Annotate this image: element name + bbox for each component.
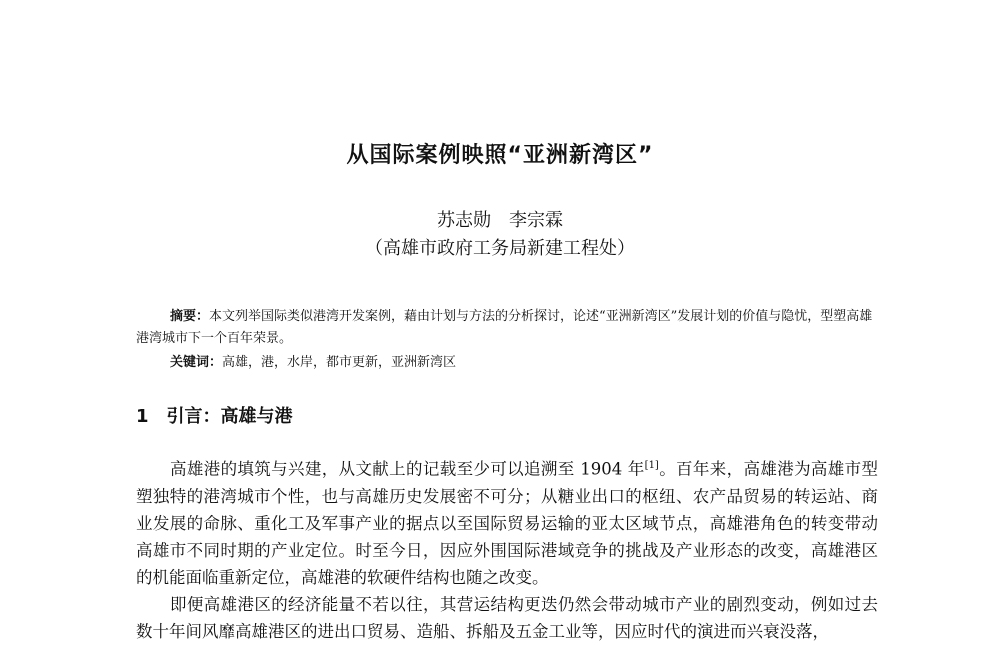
paragraph-1-text-a: 高雄港的填筑与兴建，从文献上的记载至少可以追溯至 1904 年: [170, 459, 645, 479]
citation-marker: [1]: [644, 460, 659, 471]
section-title: 引言：高雄与港: [166, 406, 293, 427]
keywords-text: 高雄，港，水岸，都市更新，亚洲新湾区: [222, 355, 457, 370]
abstract-text: 本文列举国际类似港湾开发案例，藉由计划与方法的分析探讨，论述“亚洲新湾区”发展计划的价值与隐忧，型塑高雄港湾城市下一个百年荣景。: [136, 309, 873, 346]
section-number: 1: [136, 406, 149, 427]
section-heading: [136, 402, 293, 428]
paragraph-1-text-b: 。百年来，高雄港为高雄市型塑独特的港湾城市个性，也与高雄历史发展密不可分；从糖业出口的枢纽、农产品贸易的转运站、商业发展的命脉、重化工及军事产业的据点以至国际贸易运输的亚太区域节点，高雄港角色的转变带动高雄市不同时期的产业定位。时至今日，因应外围国际港域竞争的挑战及产业形态的改变，高雄港区的机能面临重新定位，高雄港的软硬件结构也随之改变。: [136, 459, 879, 587]
paragraph-2: 即便高雄港区的经济能量不若以往，其营运结构更迭仍然会带动城市产业的剧烈变动，例如过去数十年间风靡高雄港区的进出口贸易、造船、拆船及五金工业等，因应时代的演进而兴衰没落，: [136, 594, 878, 641]
paragraph-1: [136, 452, 878, 591]
authors: 苏志勋 李宗霖: [437, 210, 563, 231]
abstract: [136, 306, 876, 350]
body-text: [136, 452, 878, 645]
keywords: [170, 352, 870, 374]
abstract-label: 摘要：: [170, 309, 210, 324]
affiliation: （高雄市政府工务局新建工程处）: [365, 238, 635, 259]
keywords-label: 关键词：: [170, 355, 223, 370]
paper-title: 从国际案例映照“亚洲新湾区”: [346, 143, 654, 168]
